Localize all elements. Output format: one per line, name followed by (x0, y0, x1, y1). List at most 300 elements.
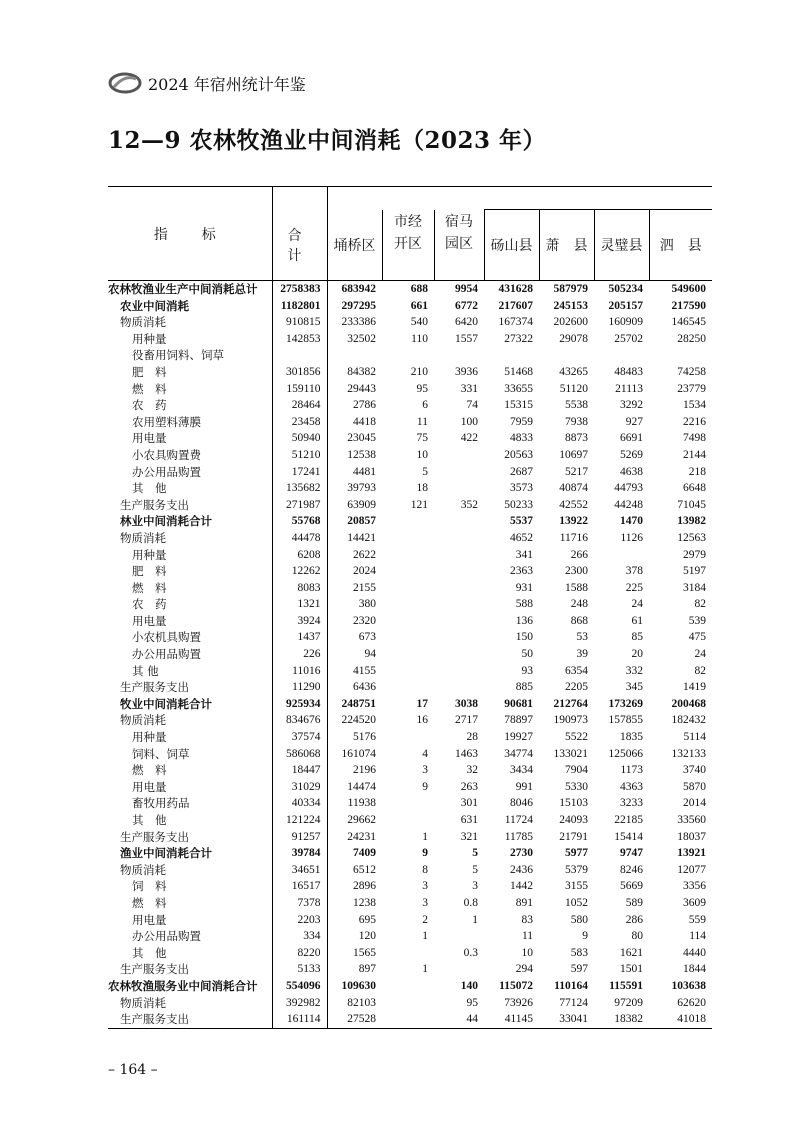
table-cell: 8083 (272, 580, 327, 597)
table-cell: 1173 (620, 764, 644, 777)
table-cell: 1470 (620, 515, 644, 528)
table-cell: 3292 (620, 399, 644, 412)
table-cell: 3609 (683, 896, 707, 909)
table-cell: 6772 (455, 299, 479, 312)
table-cell: 554096 (272, 978, 327, 995)
table-cell (382, 995, 434, 1012)
table-cell: 15414 (614, 830, 644, 843)
table-cell: 683942 (341, 283, 376, 295)
table-cell: 688 (410, 283, 428, 295)
table-cell: 37574 (272, 729, 327, 746)
table-cell: 218 (688, 465, 707, 478)
table-cell: 226 (272, 646, 327, 663)
row-label: 其 他 (108, 812, 272, 829)
table-cell: 11 (521, 930, 534, 943)
table-cell (434, 580, 484, 597)
table-cell: 0.8 (463, 896, 479, 909)
table-cell: 5 (472, 863, 479, 876)
table-cell: 21113 (615, 382, 644, 395)
table-cell: 9 (422, 847, 428, 860)
row-label: 物质消耗 (108, 862, 272, 879)
table-cell: 159110 (272, 381, 327, 398)
table-cell: 42552 (559, 498, 589, 511)
table-cell: 5269 (620, 448, 644, 461)
table-cell (434, 563, 484, 580)
table-cell: 263 (460, 780, 479, 793)
table-cell: 540 (410, 316, 428, 329)
row-label: 用种量 (108, 547, 272, 564)
table-cell: 202600 (553, 316, 589, 329)
table-cell: 3356 (683, 880, 707, 893)
table-cell: 1 (422, 963, 428, 976)
row-label: 农业中间消耗 (108, 298, 272, 315)
table-cell: 23045 (347, 432, 376, 445)
table-cell: 7409 (353, 847, 376, 860)
table-row (108, 314, 712, 331)
table-cell: 5522 (565, 731, 589, 744)
table-cell: 597 (570, 963, 589, 976)
table-cell: 1463 (455, 747, 479, 760)
table-cell: 115591 (609, 979, 644, 992)
table-cell: 7378 (272, 895, 327, 912)
yearbook-logo-icon (108, 72, 142, 94)
header-shijing: 市经 开区 (382, 210, 434, 281)
table-cell: 885 (515, 681, 534, 694)
table-row (108, 530, 712, 547)
table-cell: 135682 (272, 480, 327, 497)
table-cell: 431628 (498, 283, 534, 295)
table-cell: 23779 (677, 382, 707, 395)
table-cell: 991 (515, 780, 534, 793)
table-cell: 2730 (510, 847, 534, 860)
table-cell: 16517 (272, 878, 327, 895)
row-label: 办公用品购置 (108, 928, 272, 945)
table-cell: 15315 (504, 399, 534, 412)
row-label: 肥 料 (108, 563, 272, 580)
table-cell (434, 646, 484, 663)
table-cell: 85 (631, 631, 644, 644)
table-cell: 18037 (677, 830, 707, 843)
table-cell: 29078 (559, 332, 589, 345)
table-cell: 167374 (498, 316, 534, 329)
table-cell: 1844 (683, 963, 707, 976)
table-cell: 5537 (510, 515, 534, 528)
table-cell: 1835 (620, 731, 644, 744)
table-cell: 62620 (677, 996, 707, 1009)
table-cell: 43265 (559, 365, 589, 378)
table-cell: 11785 (504, 830, 534, 843)
table-cell: 18447 (272, 762, 327, 779)
table-cell: 378 (625, 565, 644, 578)
table-cell: 33655 (504, 382, 534, 395)
table-row (108, 381, 712, 398)
table-row (108, 596, 712, 613)
row-label: 燃 料 (108, 381, 272, 398)
table-cell: 4155 (353, 664, 376, 677)
table-cell: 3740 (683, 764, 707, 777)
row-label: 其 他 (108, 663, 272, 680)
table-cell: 931 (515, 581, 534, 594)
table-cell: 5669 (620, 880, 644, 893)
table-cell (434, 629, 484, 646)
table-cell: 1 (472, 913, 479, 926)
table-cell: 9954 (455, 283, 479, 295)
table-cell: 217607 (498, 299, 534, 312)
table-cell: 8873 (565, 432, 589, 445)
table-cell: 11290 (272, 679, 327, 696)
table-cell: 120 (358, 930, 376, 943)
table-cell: 19927 (504, 731, 534, 744)
table-cell: 1 (422, 930, 428, 943)
table-cell: 44248 (614, 498, 644, 511)
header-yongqiao: 埇桥区 (327, 210, 382, 281)
table-cell: 266 (570, 548, 589, 561)
table-cell: 8220 (272, 945, 327, 962)
table-cell: 2205 (565, 681, 589, 694)
table-row (108, 961, 712, 978)
table-row (108, 712, 712, 729)
table-row (108, 928, 712, 945)
table-cell: 4418 (353, 415, 376, 428)
table-cell: 7498 (683, 432, 707, 445)
table-cell: 3038 (455, 697, 479, 710)
table-cell: 114 (689, 930, 707, 943)
table-cell: 161114 (272, 1011, 327, 1028)
table-cell (434, 547, 484, 564)
table-cell (382, 613, 434, 630)
table-row (108, 563, 712, 580)
table-cell: 8046 (510, 797, 534, 810)
table-cell (382, 347, 434, 364)
table-cell: 61 (631, 614, 644, 627)
table-cell: 3924 (272, 613, 327, 630)
table-cell: 10 (521, 946, 534, 959)
table-cell: 224520 (341, 714, 376, 727)
table-row (108, 414, 712, 431)
table-cell: 2622 (353, 548, 376, 561)
table-cell: 6648 (683, 482, 707, 495)
table-cell: 28 (466, 731, 479, 744)
table-cell: 77124 (559, 996, 589, 1009)
table-row (108, 547, 712, 564)
table-row (108, 1011, 712, 1028)
table-cell: 94 (364, 648, 376, 661)
table-cell: 133021 (553, 747, 589, 760)
table-cell: 2717 (455, 714, 479, 727)
running-header (108, 70, 306, 96)
table-cell: 22185 (614, 814, 644, 826)
row-label: 小农机具购置 (108, 629, 272, 646)
table-cell: 245153 (553, 299, 589, 312)
table-cell: 4363 (620, 780, 644, 793)
table-row (108, 679, 712, 696)
table-cell: 6420 (455, 316, 479, 329)
table-cell: 90681 (504, 697, 534, 710)
table-row (108, 862, 712, 879)
table-cell: 549600 (671, 283, 707, 295)
table-cell (434, 663, 484, 680)
table-cell (382, 596, 434, 613)
table-row (108, 795, 712, 812)
table-cell: 217590 (671, 299, 707, 312)
table-cell: 157855 (608, 714, 644, 727)
table-row (108, 629, 712, 646)
table-cell: 475 (688, 631, 707, 644)
table-cell: 20563 (504, 448, 534, 461)
row-label: 燃 料 (108, 762, 272, 779)
header-total: 合 计 (272, 187, 327, 281)
table-cell: 5538 (565, 399, 589, 412)
table-cell: 341 (515, 548, 534, 561)
table-cell: 6436 (353, 681, 376, 694)
table-cell: 334 (272, 928, 327, 945)
row-label: 生产服务支出 (108, 961, 272, 978)
table-cell (484, 347, 539, 364)
table-cell: 10697 (559, 448, 589, 461)
table-cell (434, 480, 484, 497)
row-label: 生产服务支出 (108, 829, 272, 846)
table-cell (382, 812, 434, 829)
table-cell: 20857 (347, 515, 376, 528)
table-cell: 31029 (272, 779, 327, 796)
table-cell: 51210 (272, 447, 327, 464)
table-cell: 132133 (671, 747, 707, 760)
table-cell: 44 (434, 1011, 484, 1028)
table-cell: 332 (625, 664, 644, 677)
table-cell: 1588 (565, 581, 589, 594)
table-cell (434, 961, 484, 978)
table-cell: 5217 (565, 465, 589, 478)
header-suma: 宿马 园区 (434, 210, 484, 281)
table-cell: 301 (460, 797, 479, 810)
table-cell: 14474 (347, 780, 376, 793)
table-cell: 0.3 (463, 946, 479, 959)
table-cell: 210 (410, 365, 428, 378)
row-label: 用电量 (108, 613, 272, 630)
table-cell: 2436 (510, 863, 534, 876)
table-cell (382, 729, 434, 746)
table-row (108, 364, 712, 381)
table-cell: 1052 (565, 896, 589, 909)
row-label: 生产服务支出 (108, 497, 272, 514)
table-cell (382, 945, 434, 962)
table-cell: 695 (358, 913, 376, 926)
table-cell: 29662 (347, 814, 376, 826)
table-cell: 11724 (504, 814, 534, 826)
table-cell: 834676 (272, 712, 327, 729)
table-cell (382, 629, 434, 646)
table-cell: 925934 (272, 696, 327, 713)
header-xiao: 萧 县 (539, 210, 594, 281)
table-cell: 97209 (614, 996, 644, 1009)
row-label: 林业中间消耗合计 (108, 513, 272, 530)
table-cell: 4652 (510, 531, 534, 544)
table-cell (382, 513, 434, 530)
table-cell: 331 (460, 382, 479, 395)
table-row (108, 580, 712, 597)
table-row (108, 995, 712, 1012)
table-cell: 588 (515, 598, 534, 611)
table-cell: 39793 (347, 482, 376, 495)
table-cell (434, 464, 484, 481)
table-cell: 1126 (620, 531, 644, 544)
table-cell: 27528 (327, 1011, 382, 1028)
table-cell: 121224 (272, 812, 327, 829)
table-cell: 233386 (341, 316, 376, 329)
table-row (108, 513, 712, 530)
table-cell: 5 (472, 847, 479, 860)
table-cell: 9 (422, 780, 428, 793)
table-cell: 2024 (353, 565, 376, 578)
table-row (108, 945, 712, 962)
table-cell: 32502 (347, 332, 376, 345)
table-cell: 25702 (614, 332, 644, 345)
row-label: 用种量 (108, 729, 272, 746)
table-cell: 160909 (608, 316, 644, 329)
table-cell: 50940 (272, 430, 327, 447)
table-cell: 2144 (683, 448, 707, 461)
table-row (108, 978, 712, 995)
table-cell: 661 (410, 299, 428, 312)
table-cell: 11 (416, 415, 428, 428)
table-cell: 505234 (608, 283, 644, 295)
table-cell: 5870 (683, 780, 707, 793)
table-cell: 11016 (272, 663, 327, 680)
table-cell: 248751 (341, 697, 376, 710)
header-indicator: 指 标 (108, 187, 272, 281)
table-cell (382, 580, 434, 597)
table-cell: 6354 (565, 664, 589, 677)
table-cell (382, 679, 434, 696)
table-cell: 1 (422, 830, 428, 843)
table-cell: 1442 (510, 880, 534, 893)
row-label: 饲 料 (108, 878, 272, 895)
table-cell: 142853 (272, 331, 327, 348)
table-cell (434, 530, 484, 547)
table-row (108, 746, 712, 763)
table-cell (434, 596, 484, 613)
table-cell: 587979 (553, 283, 589, 295)
table-cell: 6 (422, 399, 428, 412)
table-cell (434, 347, 484, 364)
table-cell: 110164 (554, 979, 589, 992)
table-cell: 868 (570, 614, 589, 627)
table-cell: 12077 (677, 863, 707, 876)
table-cell: 17241 (272, 464, 327, 481)
table-cell: 80 (631, 930, 644, 943)
row-label: 物质消耗 (108, 314, 272, 331)
table-header (108, 187, 712, 281)
table-cell: 200468 (671, 697, 707, 710)
table-cell: 13921 (677, 847, 707, 860)
table-cell: 4833 (510, 432, 534, 445)
table-cell: 16 (416, 714, 428, 727)
table-cell: 121 (410, 498, 428, 511)
table-cell: 14421 (347, 531, 376, 544)
table-cell: 539 (688, 614, 707, 627)
table-cell: 34774 (504, 747, 534, 760)
table-cell: 182432 (671, 714, 707, 727)
row-label: 燃 料 (108, 580, 272, 597)
table-cell: 4440 (683, 946, 707, 959)
table-cell: 40874 (559, 482, 589, 495)
table-cell: 580 (570, 913, 589, 926)
table-cell: 32 (466, 764, 479, 777)
table-cell (594, 347, 649, 364)
table-cell: 286 (625, 913, 644, 926)
table-cell: 21791 (559, 830, 589, 843)
table-cell: 73926 (504, 996, 534, 1009)
table-cell: 1501 (620, 963, 644, 976)
table-cell: 27322 (504, 332, 534, 345)
table-cell: 91257 (272, 829, 327, 846)
table-cell: 352 (460, 498, 479, 511)
table-cell: 82 (694, 664, 707, 677)
table-cell: 11938 (347, 797, 376, 810)
table-cell: 1437 (272, 629, 327, 646)
table-cell: 205157 (608, 299, 644, 312)
table-cell (382, 1011, 434, 1028)
table-cell: 23458 (272, 414, 327, 431)
table-cell: 39 (576, 648, 589, 661)
row-label: 其 他 (108, 945, 272, 962)
table-cell: 1557 (455, 332, 479, 345)
table-cell: 5977 (565, 847, 589, 860)
table-cell: 24 (631, 598, 644, 611)
data-table (108, 186, 712, 1029)
table-cell: 95 (416, 382, 428, 395)
table-cell: 5133 (272, 961, 327, 978)
table-cell: 74 (466, 399, 479, 412)
table-cell: 48483 (614, 365, 644, 378)
table-cell: 3573 (510, 482, 534, 495)
table-cell (434, 513, 484, 530)
table-cell: 589 (625, 896, 644, 909)
table-row (108, 298, 712, 315)
row-label: 物质消耗 (108, 995, 272, 1012)
table-row (108, 912, 712, 929)
row-label: 办公用品购置 (108, 646, 272, 663)
table-cell: 115072 (499, 979, 534, 992)
table-cell: 39784 (272, 845, 327, 862)
table-cell (649, 347, 712, 364)
row-label: 农林牧渔服务业中间消耗合计 (108, 978, 272, 995)
row-label: 役畜用饲料、饲草 (108, 347, 272, 364)
table-cell: 93 (521, 664, 534, 677)
table-cell: 294 (515, 963, 534, 976)
table-cell: 3 (422, 896, 428, 909)
table-cell (434, 447, 484, 464)
table-cell (594, 547, 649, 564)
header-dangshan: 砀山县 (484, 210, 539, 281)
table-cell (539, 347, 594, 364)
table-cell: 3 (422, 880, 428, 893)
table-cell: 74258 (677, 365, 707, 378)
table-cell (434, 679, 484, 696)
row-label: 渔业中间消耗合计 (108, 845, 272, 862)
table-row (108, 331, 712, 348)
table-cell: 51468 (504, 365, 534, 378)
table-row (108, 878, 712, 895)
table-cell: 271987 (272, 497, 327, 514)
table-cell: 24093 (559, 814, 589, 826)
table-cell: 161074 (341, 747, 376, 760)
table-cell (382, 563, 434, 580)
table-cell: 13922 (559, 515, 589, 528)
table-cell: 8246 (620, 863, 644, 876)
table-cell: 7938 (565, 415, 589, 428)
table-row (108, 845, 712, 862)
